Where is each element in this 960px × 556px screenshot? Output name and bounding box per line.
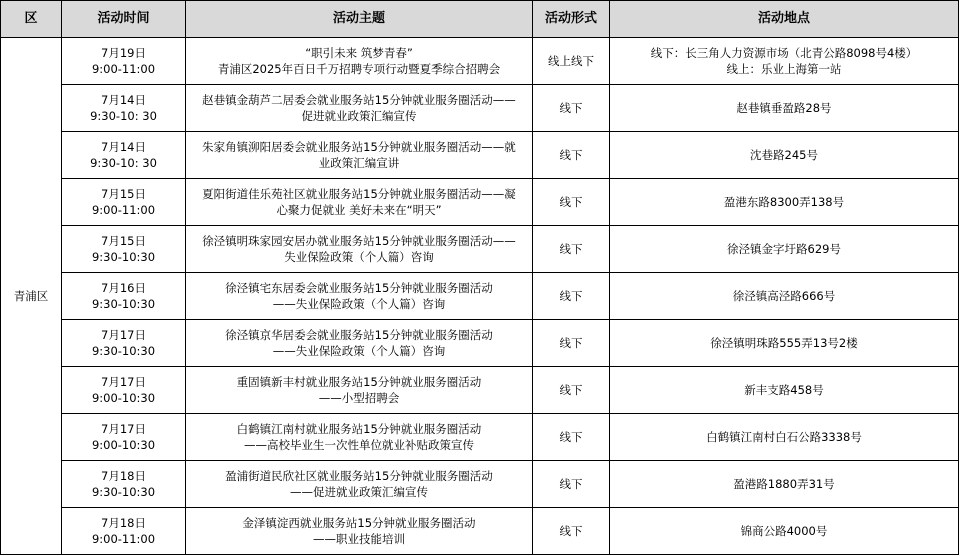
header-time: 活动时间	[62, 1, 186, 38]
location-line: 新丰支路458号	[744, 383, 824, 397]
activity-date: 7月17日	[101, 375, 146, 389]
time-cell	[62, 508, 186, 555]
activity-time-range: 9:30-10:30	[91, 250, 156, 264]
time-cell	[62, 85, 186, 132]
format-cell: 线下	[533, 367, 610, 414]
activity-time-range: 9:30-10:30	[91, 344, 156, 358]
table-row	[1, 179, 959, 226]
theme-cell	[186, 414, 533, 461]
table-row	[1, 320, 959, 367]
location-cell	[610, 273, 959, 320]
activity-time-range: 9:30-10: 30	[90, 156, 157, 170]
format-cell: 线下	[533, 273, 610, 320]
theme-cell	[186, 273, 533, 320]
format-cell: 线下	[533, 179, 610, 226]
table-row	[1, 226, 959, 273]
table-body	[1, 38, 959, 555]
location-line: 徐泾镇明珠路555弄13号2楼	[710, 336, 858, 350]
time-cell	[62, 461, 186, 508]
activity-time-range: 9:00-11:00	[91, 62, 156, 76]
theme-cell	[186, 132, 533, 179]
theme-cell	[186, 226, 533, 273]
theme-line: 业政策汇编宣讲	[318, 156, 400, 170]
table-header-row	[1, 1, 959, 38]
activity-date: 7月14日	[101, 140, 146, 154]
location-line: 线上：乐业上海第一站	[726, 62, 842, 76]
table-row	[1, 414, 959, 461]
format-cell: 线下	[533, 508, 610, 555]
location-line: 赵巷镇垂盈路28号	[736, 101, 832, 115]
format-cell: 线下	[533, 132, 610, 179]
table-row	[1, 508, 959, 555]
theme-cell	[186, 367, 533, 414]
theme-line: 白鹤镇江南村就业服务站15分钟就业服务圈活动	[236, 422, 482, 436]
location-cell	[610, 320, 959, 367]
activity-time-range: 9:00-11:00	[91, 203, 156, 217]
theme-line: 朱家角镇泖阳居委会就业服务站15分钟就业服务圈活动——就	[202, 140, 516, 154]
theme-line: 青浦区2025年百日千万招聘专项行动暨夏季综合招聘会	[217, 62, 501, 76]
format-cell: 线下	[533, 85, 610, 132]
activity-date: 7月17日	[101, 422, 146, 436]
theme-line: 金泽镇淀西就业服务站15分钟就业服务圈活动	[242, 516, 476, 530]
theme-line: ——小型招聘会	[318, 391, 400, 405]
location-cell	[610, 179, 959, 226]
location-line: 线下：长三角人力资源市场（北青公路8098号4楼）	[650, 46, 918, 60]
location-line: 盈港路1880弄31号	[733, 477, 835, 491]
theme-line: ——高校毕业生一次性单位就业补贴政策宣传	[244, 438, 474, 452]
time-cell	[62, 367, 186, 414]
activity-time-range: 9:00-10:30	[91, 391, 156, 405]
location-cell	[610, 226, 959, 273]
theme-line: “职引未来 筑梦青春”	[305, 46, 413, 60]
location-cell	[610, 132, 959, 179]
time-cell	[62, 179, 186, 226]
theme-line: ——失业保险政策（个人篇）咨询	[272, 297, 446, 311]
activity-time-range: 9:00-10:30	[91, 438, 156, 452]
theme-cell	[186, 508, 533, 555]
format-cell: 线下	[533, 414, 610, 461]
format-cell: 线下	[533, 461, 610, 508]
theme-line: 徐泾镇明珠家园安居办就业服务站15分钟就业服务圈活动——	[202, 234, 516, 248]
theme-line: ——失业保险政策（个人篇）咨询	[272, 344, 446, 358]
activity-time-range: 9:30-10: 30	[90, 109, 157, 123]
theme-line: 赵巷镇金葫芦二居委会就业服务站15分钟就业服务圈活动——	[202, 93, 516, 107]
header-theme: 活动主题	[186, 1, 533, 38]
location-cell	[610, 414, 959, 461]
activity-date: 7月15日	[101, 234, 146, 248]
activity-date: 7月19日	[101, 46, 146, 60]
location-cell	[610, 38, 959, 85]
time-cell	[62, 414, 186, 461]
table-row	[1, 367, 959, 414]
table-row	[1, 85, 959, 132]
location-cell	[610, 367, 959, 414]
theme-cell	[186, 461, 533, 508]
format-cell: 线下	[533, 320, 610, 367]
location-line: 白鹤镇江南村白石公路3338号	[706, 430, 862, 444]
activity-time-range: 9:30-10:30	[91, 297, 156, 311]
theme-line: 失业保险政策（个人篇）咨询	[284, 250, 434, 264]
table-row	[1, 132, 959, 179]
theme-cell	[186, 38, 533, 85]
activity-date: 7月14日	[101, 93, 146, 107]
table-row	[1, 461, 959, 508]
header-district: 区	[1, 1, 62, 38]
format-cell: 线上线下	[533, 38, 610, 85]
header-location: 活动地点	[610, 1, 959, 38]
activity-date: 7月18日	[101, 516, 146, 530]
table-row	[1, 38, 959, 85]
theme-line: 夏阳街道佳乐苑社区就业服务站15分钟就业服务圈活动——凝	[202, 187, 516, 201]
location-cell	[610, 85, 959, 132]
location-line: 盈港东路8300弄138号	[723, 195, 845, 209]
theme-line: 心聚力促就业 美好未来在“明天”	[276, 203, 442, 217]
activity-time-range: 9:30-10:30	[91, 485, 156, 499]
location-line: 徐泾镇金字圩路629号	[727, 242, 841, 256]
location-line: 锦商公路4000号	[740, 524, 828, 538]
activity-date: 7月15日	[101, 187, 146, 201]
time-cell	[62, 226, 186, 273]
activity-date: 7月17日	[101, 328, 146, 342]
table-row	[1, 273, 959, 320]
time-cell	[62, 132, 186, 179]
theme-line: 盈浦街道民欣社区就业服务站15分钟就业服务圈活动	[225, 469, 493, 483]
time-cell	[62, 38, 186, 85]
theme-line: 重固镇新丰村就业服务站15分钟就业服务圈活动	[236, 375, 482, 389]
theme-line: ——职业技能培训	[313, 532, 405, 546]
time-cell	[62, 273, 186, 320]
theme-line: ——促进就业政策汇编宣传	[290, 485, 428, 499]
theme-cell	[186, 179, 533, 226]
location-cell	[610, 508, 959, 555]
activity-date: 7月16日	[101, 281, 146, 295]
time-cell	[62, 320, 186, 367]
location-line: 徐泾镇高泾路666号	[732, 289, 836, 303]
district-cell: 青浦区	[1, 38, 62, 555]
theme-cell	[186, 85, 533, 132]
theme-line: 徐泾镇京华居委会就业服务站15分钟就业服务圈活动	[225, 328, 493, 342]
theme-cell	[186, 320, 533, 367]
header-format: 活动形式	[533, 1, 610, 38]
activity-date: 7月18日	[101, 469, 146, 483]
location-line: 沈巷路245号	[750, 148, 818, 162]
theme-line: 促进就业政策汇编宣传	[301, 109, 417, 123]
theme-line: 徐泾镇宅东居委会就业服务站15分钟就业服务圈活动	[225, 281, 493, 295]
format-cell: 线下	[533, 226, 610, 273]
location-cell	[610, 461, 959, 508]
activity-time-range: 9:00-11:00	[91, 532, 156, 546]
